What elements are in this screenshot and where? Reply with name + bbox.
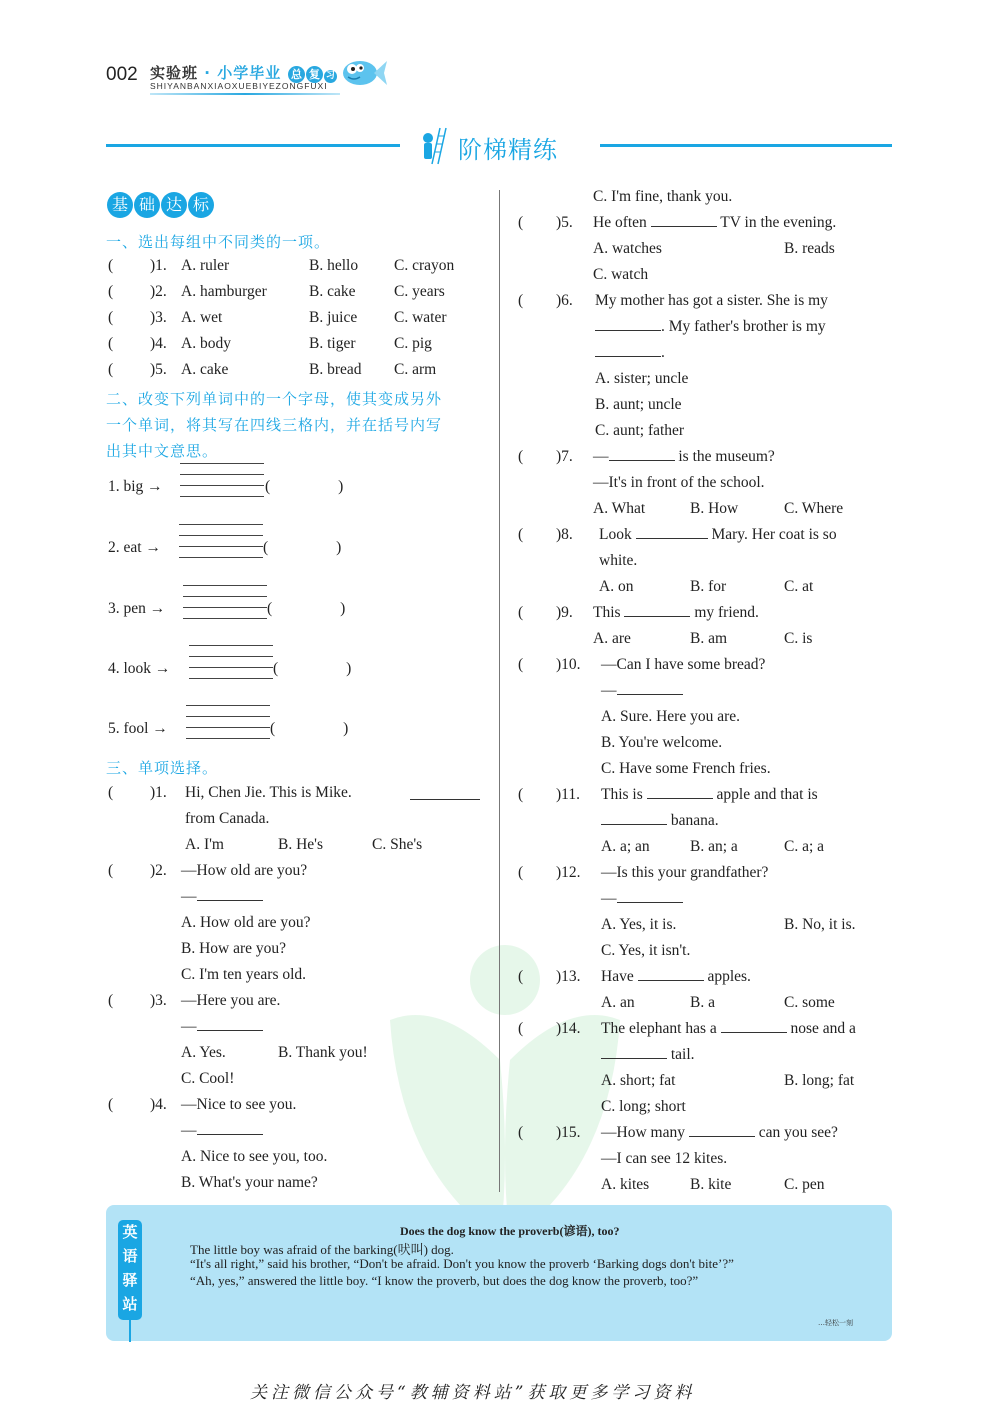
item-num: )2. bbox=[150, 283, 167, 300]
section-badge bbox=[107, 192, 214, 218]
question-num: )2. bbox=[150, 862, 167, 879]
answer-paren[interactable]: ( bbox=[518, 786, 524, 803]
option-c: C. I'm ten years old. bbox=[181, 966, 307, 983]
question-text: — is the museum? bbox=[593, 448, 775, 465]
option-a: A. body bbox=[181, 335, 231, 352]
list-item bbox=[108, 331, 493, 357]
option-a: A. kites bbox=[601, 1176, 650, 1193]
option-c: C. some bbox=[784, 994, 835, 1011]
option-c: C. pen bbox=[784, 1176, 825, 1193]
option-c: C. water bbox=[394, 309, 447, 326]
option-b: B. What's your name? bbox=[181, 1174, 318, 1191]
question-text: —Is this your grandfather? bbox=[601, 864, 769, 881]
answer-paren[interactable]: ( bbox=[108, 1096, 114, 1113]
question-text: —How old are you? bbox=[181, 862, 308, 879]
answer-blank[interactable] bbox=[721, 1018, 787, 1033]
question-line bbox=[518, 210, 898, 236]
question-line bbox=[518, 652, 898, 678]
question-line bbox=[518, 964, 898, 990]
badge-char: 基 bbox=[107, 192, 133, 218]
option-a: A. an bbox=[601, 994, 635, 1011]
question-line bbox=[518, 782, 898, 808]
question-num: )9. bbox=[556, 604, 573, 621]
list-item bbox=[108, 357, 493, 383]
option-b: B. How are you? bbox=[181, 940, 287, 957]
story-title: Does the dog know the proverb(谚语), too? bbox=[400, 1224, 620, 1238]
question-line bbox=[518, 1120, 898, 1146]
list-item bbox=[108, 253, 493, 279]
option-b: B. bread bbox=[309, 361, 362, 378]
part1-list bbox=[108, 253, 493, 383]
four-line-grid[interactable] bbox=[179, 524, 263, 568]
part3-right-list bbox=[518, 184, 898, 1198]
tag-char: 站 bbox=[122, 1295, 138, 1313]
band-line-left bbox=[106, 144, 400, 147]
reply-line: — bbox=[518, 678, 898, 704]
story-line: “It's all right,” said his brother, “Don't be afraid. Don't you know the proverb ‘Barking dogs don't bite’?” bbox=[190, 1256, 734, 1271]
answer-paren[interactable]: ( bbox=[518, 448, 524, 465]
story-source: …轻松一刻 bbox=[818, 1319, 853, 1327]
question-num: )4. bbox=[150, 1096, 167, 1113]
answer-paren[interactable]: ( bbox=[518, 214, 524, 231]
ladder-student-icon bbox=[418, 126, 452, 166]
part2-title-line: 一个单词，将其写在四线三格内，并在括号内写 bbox=[106, 416, 443, 434]
option-b: B. reads bbox=[784, 240, 835, 257]
answer-paren[interactable]: ( bbox=[518, 604, 524, 621]
answer-paren[interactable]: ( bbox=[108, 784, 114, 801]
answer-blank[interactable] bbox=[601, 810, 667, 825]
answer-blank[interactable] bbox=[197, 1120, 263, 1135]
option-b: B. hello bbox=[309, 257, 359, 274]
reply-line bbox=[108, 1118, 493, 1144]
question-num: )12. bbox=[556, 864, 581, 881]
series-title-blue: 小学毕业 bbox=[217, 64, 282, 82]
answer-blank[interactable] bbox=[624, 602, 690, 617]
option-a: A. sister; uncle bbox=[595, 370, 689, 387]
tag-char: 英 bbox=[122, 1223, 138, 1241]
question-line bbox=[518, 288, 898, 314]
question-line bbox=[108, 1092, 493, 1118]
option-b: B. He's bbox=[278, 836, 323, 853]
question-line bbox=[108, 858, 493, 884]
question-text: —How many can you see? bbox=[601, 1124, 838, 1141]
part2-title-line: 二、改变下列单词中的一个字母，使其变成另外 bbox=[106, 390, 443, 408]
option-a: A. Yes. bbox=[181, 1044, 226, 1061]
question-text: Hi, Chen Jie. This is Mike. bbox=[185, 784, 352, 801]
part2-item-label: 1. big → bbox=[108, 478, 163, 495]
question-text: Look Mary. Her coat is so bbox=[599, 526, 837, 543]
question-text: . bbox=[518, 340, 898, 366]
question-text: —I can see 12 kites. bbox=[601, 1150, 728, 1167]
option-a: A. ruler bbox=[181, 257, 230, 274]
answer-paren[interactable]: ( bbox=[108, 862, 114, 879]
question-text: Have apples. bbox=[601, 968, 751, 985]
option-a: A. hamburger bbox=[181, 283, 267, 300]
option-b: B. a bbox=[690, 994, 715, 1011]
option-a: A. a; an bbox=[601, 838, 650, 855]
question-text: —It's in front of the school. bbox=[593, 474, 765, 491]
answer-paren[interactable]: ( bbox=[108, 309, 114, 326]
answer-paren[interactable]: ( bbox=[108, 335, 114, 352]
meaning-paren[interactable]: ( ) bbox=[267, 600, 346, 617]
option-b: B. juice bbox=[309, 309, 358, 326]
option-b: B. You're welcome. bbox=[601, 734, 723, 751]
option-c: C. aunt; father bbox=[595, 422, 685, 439]
option-c: C. a; a bbox=[784, 838, 825, 855]
bubble-char: 习 bbox=[325, 71, 336, 81]
option-a: A. How old are you? bbox=[181, 914, 311, 931]
tag-char: 语 bbox=[122, 1247, 138, 1265]
series-pinyin: SHIYANBANXIAOXUEBIYEZONGFUXI bbox=[150, 81, 328, 91]
option-a: A. I'm bbox=[185, 836, 224, 853]
option-a: A. cake bbox=[181, 361, 229, 378]
answer-blank[interactable] bbox=[601, 1044, 667, 1059]
question-num: )15. bbox=[556, 1124, 581, 1141]
options-row bbox=[518, 236, 898, 262]
option-b: B. long; fat bbox=[784, 1072, 855, 1089]
option-a: A. watches bbox=[593, 240, 662, 257]
reply-line bbox=[108, 884, 493, 910]
answer-paren[interactable]: ( bbox=[518, 1124, 524, 1141]
option-a: A. short; fat bbox=[601, 1072, 676, 1089]
question-num: )5. bbox=[556, 214, 573, 231]
part3-left-list bbox=[108, 780, 493, 1196]
answer-paren[interactable]: ( bbox=[518, 656, 524, 673]
answer-blank[interactable] bbox=[647, 784, 713, 799]
option-c: C. She's bbox=[372, 836, 423, 853]
badge-char: 达 bbox=[161, 192, 187, 218]
four-line-grid[interactable] bbox=[180, 463, 264, 507]
answer-blank[interactable] bbox=[617, 680, 683, 695]
option-b: B. Thank you! bbox=[278, 1044, 368, 1061]
options-row bbox=[518, 990, 898, 1016]
answer-blank[interactable] bbox=[609, 446, 675, 461]
part2-item-label: 2. eat → bbox=[108, 539, 161, 556]
band-title: 阶梯精练 bbox=[458, 136, 558, 164]
part1-title: 一、选出每组中不同类的一项。 bbox=[106, 233, 331, 251]
footer-note: 关注微信公众号“教辅资料站”获取更多学习资料 bbox=[250, 1383, 696, 1403]
answer-paren[interactable]: ( bbox=[518, 292, 524, 309]
option-b: B. No, it is. bbox=[784, 916, 856, 933]
answer-blank[interactable] bbox=[595, 316, 661, 331]
option-c: C. arm bbox=[394, 361, 437, 378]
answer-paren[interactable]: ( bbox=[518, 526, 524, 543]
item-num: )5. bbox=[150, 361, 167, 378]
question-text: tail. bbox=[518, 1042, 898, 1068]
options-row bbox=[518, 574, 898, 600]
option-a: A. wet bbox=[181, 309, 223, 326]
option-b: B. for bbox=[690, 578, 727, 595]
answer-paren[interactable]: ( bbox=[518, 1020, 524, 1037]
item-num: )3. bbox=[150, 309, 167, 326]
item-num: )4. bbox=[150, 335, 167, 352]
page-number: 002 bbox=[106, 64, 138, 85]
question-line bbox=[518, 1016, 898, 1042]
header-underline bbox=[150, 93, 340, 95]
options-row bbox=[518, 834, 898, 860]
option-c: C. Cool! bbox=[181, 1070, 235, 1087]
question-text: This my friend. bbox=[593, 604, 759, 621]
series-title bbox=[150, 62, 337, 83]
bubble-char: 总 bbox=[288, 66, 305, 83]
list-item bbox=[108, 279, 493, 305]
question-num: )3. bbox=[150, 992, 167, 1009]
question-text: He often TV in the evening. bbox=[593, 214, 837, 231]
band-line-right bbox=[600, 144, 892, 147]
question-num: )6. bbox=[556, 292, 573, 309]
option-b: B. cake bbox=[309, 283, 356, 300]
question-text: —Nice to see you. bbox=[181, 1096, 297, 1113]
question-num: )8. bbox=[556, 526, 573, 543]
option-b: B. kite bbox=[690, 1176, 732, 1193]
question-text: My mother has got a sister. She is my bbox=[595, 292, 828, 309]
question-text: The elephant has a nose and a bbox=[601, 1020, 856, 1037]
column-divider bbox=[499, 190, 500, 1192]
question-line bbox=[108, 780, 493, 806]
option-a: A. Sure. Here you are. bbox=[601, 708, 741, 725]
story-line: “Ah, yes,” answered the little boy. “I know the proverb, but does the dog know the proverb, too?” bbox=[190, 1273, 699, 1288]
option-a: A. What bbox=[593, 500, 646, 517]
options-row bbox=[518, 912, 898, 938]
question-num: )11. bbox=[556, 786, 580, 803]
options-row bbox=[518, 1172, 898, 1198]
question-line bbox=[518, 860, 898, 886]
options-row bbox=[518, 626, 898, 652]
answer-paren[interactable]: ( bbox=[108, 992, 114, 1009]
question-line bbox=[518, 522, 898, 548]
question-num: )1. bbox=[150, 784, 167, 801]
reply-line: — bbox=[518, 886, 898, 912]
question-text: from Canada. bbox=[185, 810, 270, 827]
item-num: )1. bbox=[150, 257, 167, 274]
option-c: C. Yes, it isn't. bbox=[601, 942, 691, 959]
answer-paren[interactable]: ( bbox=[108, 283, 114, 300]
meaning-paren[interactable]: ( ) bbox=[263, 539, 342, 556]
tag-stem bbox=[129, 1320, 131, 1342]
option-c: C. crayon bbox=[394, 257, 455, 274]
question-line bbox=[518, 444, 898, 470]
list-item bbox=[108, 305, 493, 331]
part2-title bbox=[106, 386, 442, 464]
dash: — bbox=[181, 1122, 197, 1139]
reply-line bbox=[108, 1014, 493, 1040]
answer-paren[interactable]: ( bbox=[108, 257, 114, 274]
options-row bbox=[518, 1068, 898, 1094]
part2-item-label: 3. pen → bbox=[108, 600, 166, 617]
four-line-grid[interactable] bbox=[189, 645, 273, 689]
option-c: C. Where bbox=[784, 500, 844, 517]
answer-blank[interactable] bbox=[689, 1122, 755, 1137]
question-num: )10. bbox=[556, 656, 581, 673]
question-text: —Can I have some bread? bbox=[601, 656, 766, 673]
option-b: B. aunt; uncle bbox=[595, 396, 682, 413]
meaning-paren[interactable]: ( ) bbox=[265, 478, 344, 495]
option-c: C. watch bbox=[593, 266, 649, 283]
options-row bbox=[518, 496, 898, 522]
badge-char: 础 bbox=[134, 192, 160, 218]
bubble-char: 复 bbox=[306, 66, 323, 83]
answer-paren[interactable]: ( bbox=[518, 968, 524, 985]
answer-blank[interactable] bbox=[197, 886, 263, 901]
question-text: This is apple and that is bbox=[601, 786, 818, 803]
question-line bbox=[108, 988, 493, 1014]
part2-title-line: 出其中文意思。 bbox=[106, 442, 219, 460]
part2-item-label: 4. look → bbox=[108, 660, 171, 677]
option-c: C. pig bbox=[394, 335, 432, 352]
option-a: A. Yes, it is. bbox=[601, 916, 677, 933]
question-text: white. bbox=[599, 552, 638, 569]
option-b: B. tiger bbox=[309, 335, 356, 352]
question-line bbox=[518, 600, 898, 626]
option-c: C. Have some French fries. bbox=[601, 760, 771, 777]
four-line-grid[interactable] bbox=[186, 705, 270, 749]
option-c: C. years bbox=[394, 283, 445, 300]
options-row bbox=[108, 832, 493, 858]
tag-char: 驿 bbox=[122, 1271, 138, 1289]
option-a: A. Nice to see you, too. bbox=[181, 1148, 328, 1165]
part3-title: 三、单项选择。 bbox=[106, 759, 219, 777]
answer-paren[interactable]: ( bbox=[108, 361, 114, 378]
four-line-grid[interactable] bbox=[183, 585, 267, 629]
answer-blank[interactable] bbox=[197, 1016, 263, 1031]
option-b: B. am bbox=[690, 630, 728, 647]
question-text: banana. bbox=[518, 808, 898, 834]
answer-paren[interactable]: ( bbox=[518, 864, 524, 881]
question-num: )13. bbox=[556, 968, 581, 985]
answer-blank[interactable] bbox=[651, 212, 717, 227]
answer-blank[interactable] bbox=[595, 342, 661, 357]
meaning-paren[interactable]: ( ) bbox=[270, 720, 349, 737]
option-a: A. on bbox=[599, 578, 634, 595]
answer-blank[interactable] bbox=[617, 888, 683, 903]
question-num: )7. bbox=[556, 448, 573, 465]
option-c: C. I'm fine, thank you. bbox=[593, 188, 733, 205]
question-num: )14. bbox=[556, 1020, 581, 1037]
english-station-tag bbox=[118, 1220, 142, 1320]
option-b: B. an; a bbox=[690, 838, 738, 855]
meaning-paren[interactable]: ( ) bbox=[273, 660, 352, 677]
fish-mascot-icon bbox=[340, 55, 388, 91]
question-text: . My father's brother is my bbox=[518, 314, 898, 340]
series-title-dark: 实验班 bbox=[150, 64, 199, 82]
option-a: A. are bbox=[593, 630, 631, 647]
option-b: B. How bbox=[690, 500, 739, 517]
options-row bbox=[108, 1040, 493, 1066]
series-title-sep: · bbox=[204, 64, 211, 82]
story-line: The little boy was afraid of the barking(吠叫) dog. bbox=[190, 1242, 454, 1257]
dash: — bbox=[181, 1018, 197, 1035]
question-text: —Here you are. bbox=[181, 992, 281, 1009]
answer-blank[interactable] bbox=[638, 966, 704, 981]
option-c: C. at bbox=[784, 578, 814, 595]
dash: — bbox=[181, 888, 197, 905]
answer-blank[interactable] bbox=[636, 524, 708, 539]
option-c: C. is bbox=[784, 630, 813, 647]
option-c: C. long; short bbox=[601, 1098, 686, 1115]
part2-item-label: 5. fool → bbox=[108, 720, 168, 737]
answer-blank[interactable] bbox=[410, 785, 480, 800]
badge-char: 标 bbox=[188, 192, 214, 218]
